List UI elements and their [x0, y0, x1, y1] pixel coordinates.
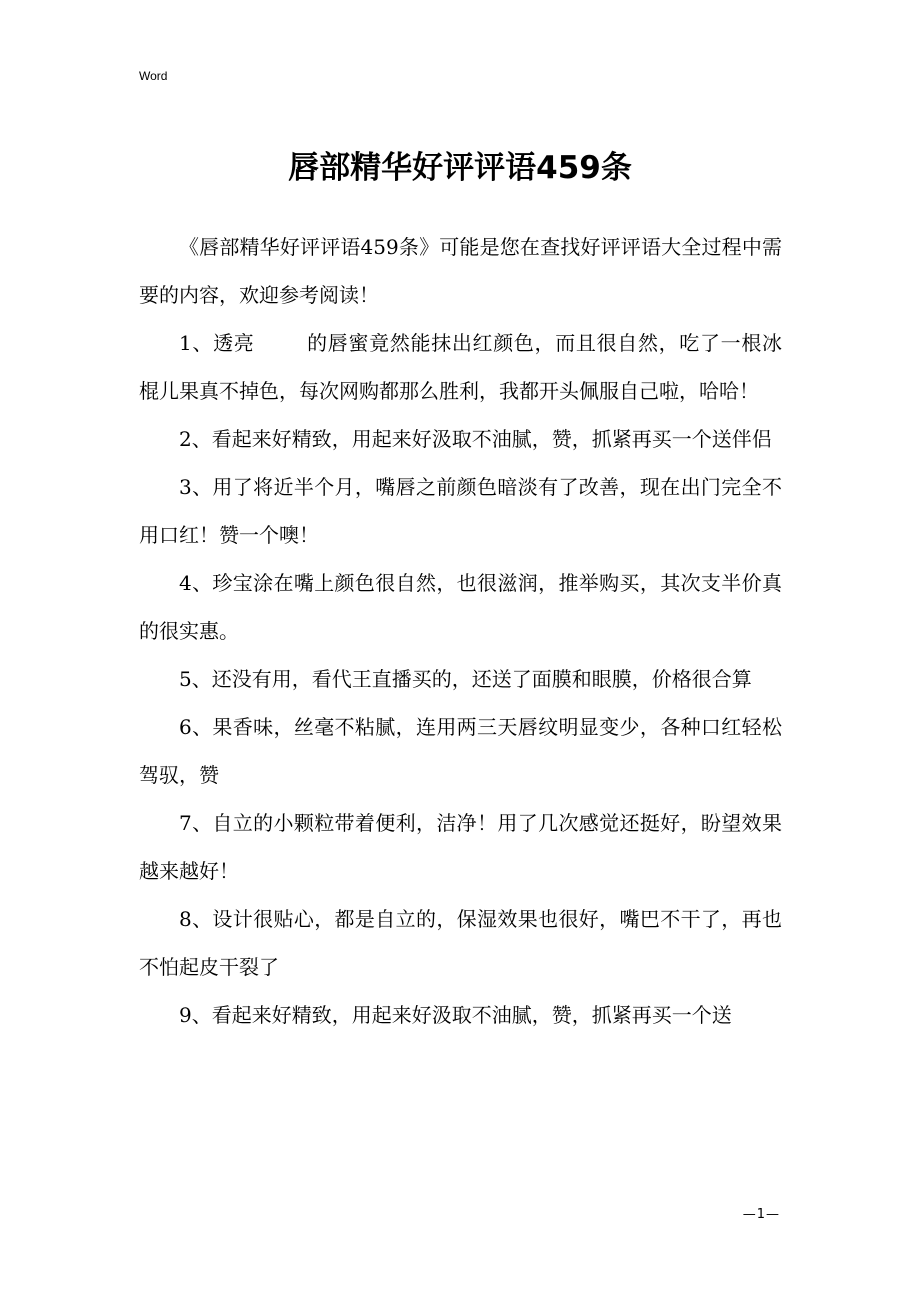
review-item-7: 7、自立的小颗粒带着便利，洁净！用了几次感觉还挺好，盼望效果越来越好！ — [139, 811, 782, 883]
page-number: —1— — [742, 1207, 780, 1222]
intro-paragraph: 《唇部精华好评评语459条》可能是您在查找好评评语大全过程中需要的内容，欢迎参考阅读！ — [139, 235, 782, 307]
review-item-8: 8、设计很贴心，都是自立的，保湿效果也很好，嘴巴不干了，再也不怕起皮干裂了 — [139, 907, 782, 979]
document-body — [139, 223, 782, 1039]
review-item-1-rest: 的唇蜜竟然能抹出红颜色，而且很自然，吃了一根冰棍儿果真不掉色，每次网购都那么胜利，我都开头佩服自己啦，哈哈！ — [139, 331, 782, 403]
review-item-9: 9、看起来好精致，用起来好汲取不油腻，赞，抓紧再买一个送 — [179, 1003, 732, 1027]
review-item-1-start: 1、透亮 — [179, 331, 255, 355]
review-item-1 — [139, 319, 782, 415]
review-item-5: 5、还没有用，看代王直播买的，还送了面膜和眼膜，价格很合算 — [179, 667, 752, 691]
document-title: 唇部精华好评评语459条 — [288, 150, 632, 186]
document-header-label: Word — [139, 69, 168, 83]
review-item-2: 2、看起来好精致，用起来好汲取不油腻，赞，抓紧再买一个送伴侣 — [179, 427, 772, 451]
review-item-3: 3、用了将近半个月，嘴唇之前颜色暗淡有了改善，现在出门完全不用口红！赞一个噢！ — [139, 475, 782, 547]
review-item-4: 4、珍宝涂在嘴上颜色很自然，也很滋润，推举购买，其次支半价真的很实惠。 — [139, 571, 782, 643]
review-item-6: 6、果香味，丝毫不粘腻，连用两三天唇纹明显变少，各种口红轻松驾驭，赞 — [139, 715, 782, 787]
